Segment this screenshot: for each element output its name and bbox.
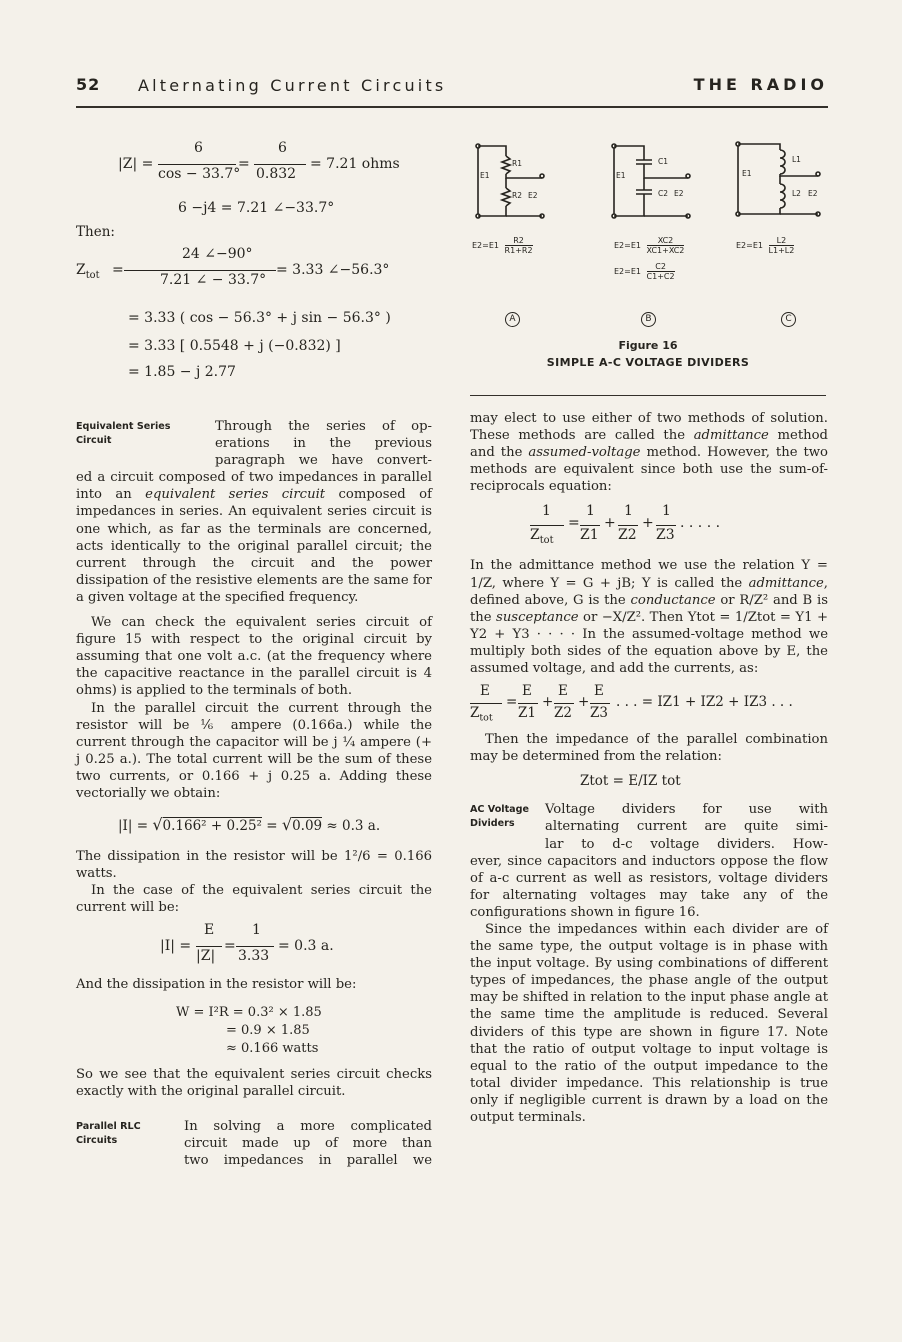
right-para2-b: , defined above, G is the [470, 575, 828, 608]
right-para1-b: method and the [470, 428, 828, 461]
page-header [76, 72, 828, 104]
zmag-fracline1 [158, 164, 236, 165]
then-label: Then: [76, 224, 115, 240]
para5: In the case of the equivalent series circuit the current will be: [76, 883, 432, 916]
recip-num-4: 1 [662, 503, 671, 520]
formula-c-num: L2 [769, 236, 795, 246]
formula-a-num: R2 [505, 236, 533, 246]
formula-a-lhs: E2=E1 [472, 241, 499, 250]
side-heading-rlc-line2: Circuits [76, 1134, 118, 1146]
left-column [76, 418, 432, 1169]
formula-b2-lhs: E2=E1 [614, 267, 641, 276]
side-heading-ac-voltage-dividers [470, 803, 580, 831]
para1-em: equivalent series circuit [145, 487, 326, 503]
e-rhs: . . . = IZ1 + IZ2 + IZ3 . . . [616, 694, 793, 711]
chapter-title: Alternating Current Circuits [138, 76, 447, 95]
radical-sign-2: √ [281, 815, 293, 835]
label-r2: R2 [512, 191, 522, 200]
para2: We can check the equivalent series circuit of figure 15 with respect to the original circuit by assuming that one volt a.c. (at the frequency where the capacitive reactance in the parallel circuit is 4 ohms) is applied to the terminals of both. [76, 615, 432, 699]
right-para5: Since the impedances within each divider are of the same type, the output voltage is in phase with the input voltage. By using combinations of different types of impedances, the phase angle of the output may be shifted in relation to the input phase angle at the same time the amplitude is reduced. Several dividers of this type are shown in figure 17. Note that the ratio of output voltage to input voltage is equal to the ratio of the output impedance to the total divider impedance. This relationship is true only if negligible current is drawn by a load on the output terminals. [470, 921, 828, 1125]
side-heading-ac-line1: AC Voltage [470, 804, 530, 816]
ac-rest: ever, since capacitors and inductors oppose the flow of a-c current as well as resistors, voltage dividers for alternating voltages may take any of the configurations shown in figure 16. [470, 853, 828, 920]
e-num-4: E [594, 683, 604, 700]
ac-line2: alternating current are quite simi- [545, 819, 828, 835]
e-den-sub: tot [479, 712, 493, 724]
polar-line: 6 −j4 = 7.21 ∠−33.7° [178, 200, 335, 216]
formula-b2-num: C2 [647, 262, 675, 272]
e-line-1 [470, 703, 502, 704]
eq-i-lhs: |I| = [160, 938, 192, 955]
right-para1-c: method. However, the two methods are equivalent since both use the sum-of-reciprocals equation: [470, 445, 828, 495]
recip-dots: . . . . . [680, 515, 721, 532]
right-para2-d: or −X/Z². Then Ytot = 1/Ztot = Y1 + Y2 + Y3 · · · · In the assumed-voltage method we multiply both sides of the equation above by E, the assumed voltage, and add the currents, as: [470, 609, 828, 677]
label-a-e2: E2 [528, 191, 538, 200]
e-equation [470, 677, 828, 731]
side-heading-parallel-rlc [76, 1120, 186, 1148]
eq-i-den1: |Z| [196, 948, 216, 965]
ztot-num: 24 ∠−90° [182, 246, 253, 262]
ztot-step3: = 1.85 − j 2.77 [128, 364, 236, 380]
para1-rest [76, 469, 432, 606]
label-b-e1: E1 [616, 171, 626, 180]
ztot-sub: tot [85, 269, 100, 281]
equivalent-series-section [76, 418, 432, 606]
divider-c-inductive [736, 142, 820, 216]
label-l1: L1 [792, 155, 801, 164]
running-title: THE RADIO [693, 75, 828, 94]
e-num-3: E [558, 683, 568, 700]
right-para2-a: In the admittance method we use the relation Y = 1/Z, where Y = G + jB; Y is called the [470, 558, 828, 591]
para1-line3: paragraph we have convert- [215, 453, 432, 469]
para7: So we see that the equivalent series circuit checks exactly with the original parallel circuit. [76, 1066, 432, 1099]
label-c1: C1 [658, 157, 669, 166]
side-heading-ac-line2: Dividers [470, 818, 515, 830]
ztot-step1: = 3.33 ( cos − 56.3° + j sin − 56.3° ) [128, 310, 391, 326]
eq-i-eq: = [224, 938, 236, 955]
right-para2-em3: susceptance [496, 609, 579, 625]
figure-rule [470, 395, 826, 396]
divider-b-capacitive [612, 144, 690, 218]
eq-i-den2: 3.33 [238, 948, 270, 965]
recip-eq: = [568, 515, 580, 532]
ac-voltage-dividers-section [470, 801, 828, 921]
right-para1-a: may elect to use either of two methods of solution. These methods are called the [470, 411, 828, 444]
ztot-step2: = 3.33 [ 0.5548 + j (−0.832) ] [128, 338, 341, 354]
side-heading-equivalent-series [76, 420, 186, 448]
formula-a [472, 236, 533, 255]
formula-b1 [614, 236, 684, 255]
e-num-1: E [480, 683, 490, 700]
formula-b2-den: C1+C2 [646, 272, 675, 281]
recip-line-2 [580, 525, 600, 526]
label-a-e1: E1 [480, 171, 490, 180]
label-c2: C2 [658, 189, 669, 198]
eq-i-num1: E [204, 922, 215, 939]
ztot-den: 7.21 ∠ − 33.7° [160, 272, 267, 288]
recip-num-3: 1 [624, 503, 633, 520]
zmag-num1: 6 [194, 140, 203, 156]
ztot-eq: = [112, 262, 124, 278]
eq-i-num2: 1 [252, 922, 261, 939]
eq-current-b: = [261, 818, 282, 835]
e-line-4 [590, 703, 610, 704]
zmag-num2: 6 [278, 140, 287, 156]
right-para1 [470, 410, 828, 495]
recip-z: Z [530, 527, 540, 544]
recip-z1: Z1 [580, 527, 599, 544]
para4: The dissipation in the resistor will be 1²/6 = 0.166 watts. [76, 849, 432, 882]
e-line-3 [554, 703, 574, 704]
eq-current-row [76, 802, 432, 848]
recip-num-2: 1 [586, 503, 595, 520]
formula-b1-frac [647, 236, 685, 255]
right-para3: Then the impedance of the parallel combination may be determined from the relation: [470, 732, 828, 765]
e-line-2 [518, 703, 538, 704]
formula-b1-den: XC1+XC2 [646, 246, 685, 255]
figure-number: Figure 16 [618, 339, 678, 352]
para1-rest-a: ed a circuit composed of two impedances in parallel into an [76, 470, 432, 503]
para1-line1: Through the series of op- [215, 419, 432, 434]
eq-w2: = 0.9 × 1.85 [226, 1022, 310, 1038]
right-para2-em2: conductance [630, 592, 716, 608]
eq-i-result: = 0.3 a. [278, 938, 334, 955]
ztot-equation [76, 246, 436, 296]
para1-rest-b: composed of impedances in series. An equivalent series circuit is one which, as far as the terminals are concerned, acts identically to the original parallel circuit; the current through the circuit and the power dissipation of the resistive elements are the same for a given voltage at the specified frequency. [76, 487, 432, 605]
formula-c-frac [769, 236, 795, 255]
right-para2-em1: admittance [748, 575, 824, 591]
eq-i-fracline2 [236, 946, 274, 947]
right-para2-c: or R/Z² and B is the [470, 592, 828, 625]
ztot-fracline [124, 270, 276, 271]
label-b-e2: E2 [674, 189, 684, 198]
e-plus-2: + [578, 694, 590, 711]
eq-current-a: |I| = [118, 818, 153, 835]
e-z2: Z2 [554, 705, 572, 722]
formula-b2 [614, 262, 675, 281]
recip-line-3 [618, 525, 638, 526]
eq-i [160, 922, 360, 972]
right-column [470, 410, 828, 1126]
ac-line3: lar to d-c voltage dividers. How- [545, 836, 828, 852]
para1-line2: erations in the previous [215, 436, 432, 452]
eq-w3: ≈ 0.166 watts [226, 1040, 319, 1056]
e-eq-inner [470, 683, 828, 729]
divider-a-resistive [476, 144, 544, 218]
e-num-2: E [522, 683, 532, 700]
label-r1: R1 [512, 159, 522, 168]
rlc-line2: circuit made up of more than [184, 1135, 432, 1151]
formula-a-frac [505, 236, 533, 255]
formula-b2-frac [647, 262, 675, 281]
eq-i-row [76, 916, 432, 976]
recip-plus-1: + [604, 515, 616, 532]
figure-title: SIMPLE A-C VOLTAGE DIVIDERS [546, 356, 750, 369]
recip-line-1 [530, 525, 564, 526]
formula-b1-num: XC2 [647, 236, 685, 246]
zmag-equation [118, 140, 448, 190]
e-z1: Z1 [518, 705, 536, 722]
recip-tot: tot [539, 535, 554, 547]
formula-a-den: R1+R2 [504, 246, 533, 255]
label-c-e2: E2 [808, 189, 818, 198]
ztot-relation: Ztot = E/IZ tot [580, 773, 681, 790]
header-rule [76, 106, 828, 108]
eq-current [118, 816, 380, 835]
zmag-den2: 0.832 [256, 166, 297, 182]
recip-z3: Z3 [656, 527, 675, 544]
e-den-tot [470, 705, 493, 727]
recip-num-1: 1 [542, 503, 551, 520]
page-number: 52 [76, 75, 101, 94]
recip-equation [470, 495, 828, 557]
formula-c-den: L1+L2 [768, 246, 795, 255]
label-c-e1: E1 [742, 169, 752, 178]
side-heading-rlc-line1: Parallel RLC [76, 1120, 141, 1132]
recip-eq-inner [530, 503, 790, 553]
zmag-result: = 7.21 ohms [310, 156, 400, 172]
ztot-z: Z [76, 262, 86, 278]
zmag-eq: = [238, 156, 250, 172]
recip-z2: Z2 [618, 527, 637, 544]
eq-current-rad2: 0.09 [292, 818, 323, 835]
para3: In the parallel circuit the current through the resistor will be ⅙ ampere (0.166a.) while the current through the capacitor will be j ¼ ampere (+ j 0.25 a.). The total current will be the sum of these two currents, or 0.166 + j 0.25 a. Adding these vectorially we obtain: [76, 700, 432, 801]
parallel-rlc-section [76, 1118, 432, 1169]
figure-marker-c: C [781, 312, 796, 327]
e-plus-1: + [542, 694, 554, 711]
eq-w1: W = I²R = 0.3² × 1.85 [176, 1004, 322, 1020]
e-den-z: Z [470, 705, 480, 722]
ztot-result: = 3.33 ∠−56.3° [276, 262, 390, 278]
formula-c-lhs: E2=E1 [736, 241, 763, 250]
eq-w-block [76, 994, 432, 1066]
zmag-den1: cos − 33.7° [158, 166, 241, 182]
side-heading-line1: Equivalent Series [76, 421, 171, 432]
zmag-fracline2 [254, 164, 306, 165]
figure-marker-a: A [505, 312, 520, 327]
side-heading-line2: Circuit [76, 435, 112, 446]
ztot-relation-row [470, 765, 828, 797]
ac-line1: Voltage dividers for use with [545, 802, 828, 818]
label-l2: L2 [792, 189, 801, 198]
figure-marker-b: B [641, 312, 656, 327]
zmag-lhs: |Z| = [118, 156, 154, 172]
formula-b1-lhs: E2=E1 [614, 241, 641, 250]
para6: And the dissipation in the resistor will be: [76, 977, 357, 993]
recip-line-4 [656, 525, 676, 526]
eq-current-rad1: 0.166² + 0.25² [162, 818, 262, 835]
e-z3: Z3 [590, 705, 608, 722]
ztot-lhs [76, 262, 100, 281]
eq-i-fracline1 [196, 946, 222, 947]
rlc-line1: In solving a more complicated [184, 1118, 432, 1134]
eq-current-c: ≈ 0.3 a. [322, 818, 381, 835]
recip-plus-2: + [642, 515, 654, 532]
radical-sign: √ [152, 815, 163, 835]
right-para1-em1: admittance [693, 428, 769, 444]
right-para1-em2: assumed-voltage [528, 445, 641, 461]
recip-den-tot [530, 527, 554, 549]
e-eq: = [506, 694, 518, 711]
rlc-line3: two impedances in parallel we [184, 1152, 432, 1168]
right-para2 [470, 557, 828, 677]
formula-c [736, 236, 794, 255]
